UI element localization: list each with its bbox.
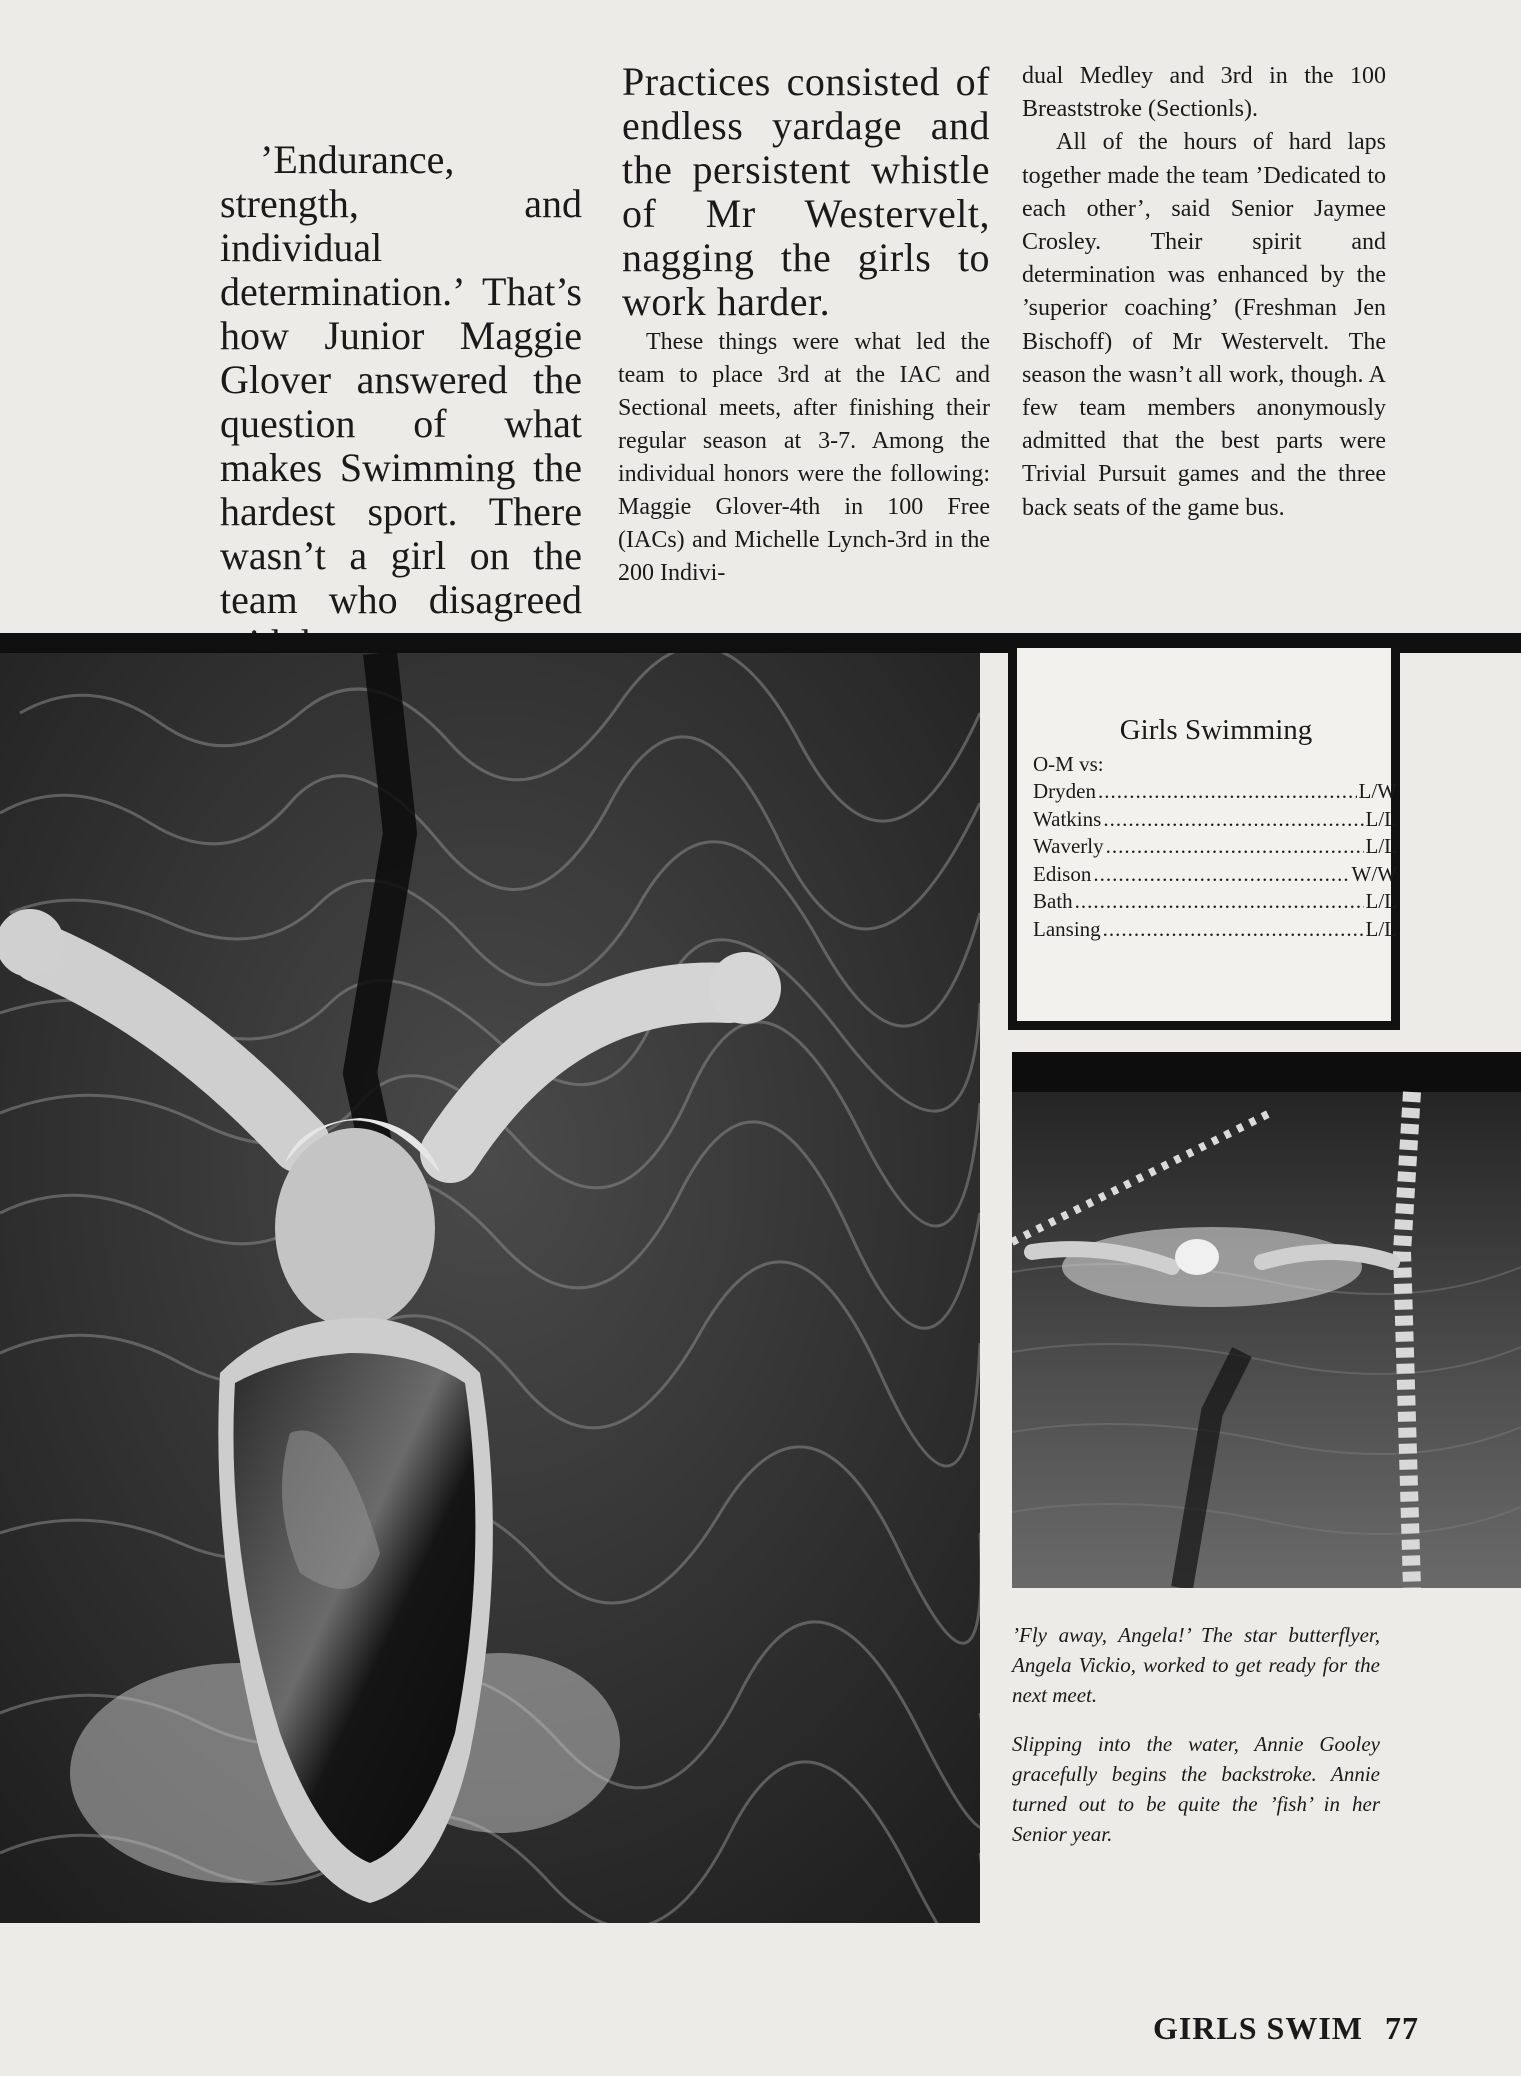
- article-column-3: [1022, 60, 1386, 525]
- scoreboard-row: [1033, 806, 1397, 834]
- scoreboard-subtitle: O-M vs:: [1033, 752, 1104, 776]
- scoreboard-leader-dots: [1106, 833, 1364, 861]
- caption-backstroke: Slipping into the water, Annie Gooley gracefully begins the backstroke. Annie turned out to be quite the ’fish’ in her Senior year.: [1012, 1732, 1380, 1846]
- scoreboard-result: L/L: [1365, 834, 1397, 859]
- scoreboard-opponent: Waverly: [1033, 834, 1104, 859]
- scoreboard-box: [1008, 648, 1400, 1030]
- scoreboard-leader-dots: [1098, 778, 1357, 806]
- page-number: 77: [1385, 2010, 1419, 2046]
- scoreboard-leader-dots: [1093, 861, 1349, 889]
- scoreboard-result: W/W: [1351, 861, 1397, 886]
- scoreboard-opponent: Watkins: [1033, 806, 1102, 831]
- article-column-2-body: These things were what led the team to place 3rd at the IAC and Sectional meets, after finishing their regular season at 3-7. Among the individual honors were the following: Maggie Glover-4th in 100 Free (IACs) and Michelle Lynch-3rd in the 200 Indivi-: [618, 329, 990, 586]
- article-column-1: ’Endurance, strength, and individual determination.’ That’s how Junior Maggie Glover answered the question of what makes Swimming the hardest sport. There wasn’t a girl on the team who disagreed: [220, 137, 582, 622]
- page-footer: [1153, 2010, 1419, 2047]
- scoreboard-result: L/L: [1365, 889, 1397, 914]
- scoreboard-row: [1033, 833, 1397, 861]
- butterfly-swimmer-photo: [1012, 1052, 1521, 1588]
- scoreboard-row: [1033, 861, 1397, 889]
- scoreboard-result: L/L: [1365, 916, 1397, 941]
- caption-butterfly: ’Fly away, Angela!’ The star butterflyer, Angela Vickio, worked to get ready for the next meet.: [1012, 1623, 1380, 1707]
- scoreboard-result: L/L: [1365, 806, 1397, 831]
- scoreboard-opponent: Lansing: [1033, 916, 1101, 941]
- scoreboard-leader-dots: [1103, 806, 1363, 834]
- scoreboard-list: [1033, 778, 1397, 944]
- section-title: GIRLS SWIM: [1152, 2010, 1363, 2046]
- article-column-3-paragraph-2: All of the hours of hard laps together made the team ’Dedicated to each other’, said Senior Jaymee Crosley. Their spirit and determination was enhanced by the ’superior coaching’ (Freshman Jen Bischoff) of Mr Westervelt. The season the wasn’t all work, though. A few team members anonymously admitted that the best parts were Trivial Pursuit games and the three back seats of the game bus.: [1022, 129, 1386, 521]
- scoreboard-title: Girls Swimming: [1119, 714, 1313, 746]
- scoreboard-opponent: Bath: [1033, 889, 1073, 914]
- scoreboard-opponent: Dryden: [1033, 779, 1096, 803]
- article-column-2-lead: Practices consisted of endless yardage and the persistent whistle of Mr Westervelt, nagging the girls to work harder.: [622, 59, 990, 324]
- scoreboard-result: L/W: [1358, 779, 1397, 803]
- article-column-3-paragraph-1: dual Medley and 3rd in the 100 Breaststroke (Sectionls).: [1022, 63, 1386, 123]
- scoreboard-row: [1033, 888, 1397, 916]
- backstroke-swimmer-photo: [0, 653, 980, 1923]
- scoreboard-row: [1033, 778, 1397, 806]
- scoreboard-opponent: Edison: [1033, 861, 1092, 886]
- scoreboard-leader-dots: [1103, 916, 1364, 944]
- scoreboard-row: [1033, 916, 1397, 944]
- scoreboard-leader-dots: [1075, 888, 1364, 916]
